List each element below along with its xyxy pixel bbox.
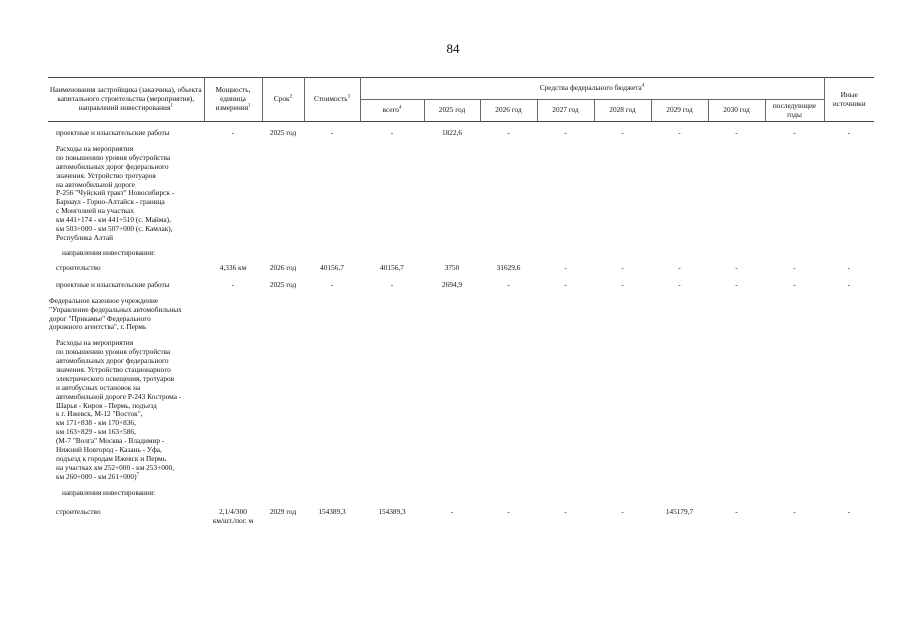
cell-2029: 145179,7: [665, 506, 694, 516]
cell-2027: -: [564, 506, 567, 516]
cell-later: -: [793, 279, 796, 289]
row-name: строительство: [56, 506, 101, 516]
object-line: Р-256 "Чуйский тракт" Новосибирск -: [56, 188, 175, 198]
object-line: автомобильных дорог федерального: [56, 356, 169, 366]
object-line: подъезд к городам Ижевск и Пермь: [56, 453, 166, 463]
cell-total: -: [390, 279, 394, 289]
object-description: [48, 338, 204, 488]
organization-name: [48, 296, 204, 339]
cell-2025: -: [450, 506, 454, 516]
cell-other: -: [847, 128, 851, 137]
cell-2029: -: [678, 279, 681, 289]
direction-label: направления инвестирования:: [62, 487, 156, 497]
direction-row: [48, 489, 874, 505]
federal-budget-header: Средства федерального бюджета$^4$: [360, 78, 824, 100]
object-line: Шарья - Киров - Пермь, подъезд: [56, 400, 157, 410]
organization-line: дорог "Прикамье" Федерального: [49, 313, 151, 323]
cell-2027: -: [564, 128, 567, 137]
cell-2025: 1822,6: [441, 128, 463, 137]
cell-power: 4,336 км: [219, 262, 247, 272]
direction-row: [48, 249, 874, 264]
cell-2030: -: [735, 506, 738, 516]
cell-cost: -: [330, 128, 334, 137]
organization-line: дорожного агентства", г. Пермь: [49, 322, 147, 332]
cell-2028: -: [621, 128, 624, 137]
col-2028-header: 2028 год: [594, 100, 651, 122]
cell-2026: -: [507, 506, 510, 516]
cell-cost: 154389,3: [318, 506, 346, 516]
cell-later: -: [793, 262, 796, 272]
object-description: [48, 144, 204, 249]
object-line: к г. Ижевск, М-12 "Восток",: [56, 409, 143, 419]
col-2029-header: 2029 год: [651, 100, 708, 122]
col-2025-header: 2025 год: [424, 100, 480, 122]
cell-cost: 40156,7: [320, 262, 344, 272]
object-line: (М-7 "Волга" Москва - Владимир -: [56, 436, 165, 446]
object-line: значения. Устройство стационарного: [56, 365, 171, 375]
object-line: км 503+000 - км 507+000 (с. Камлак),: [56, 224, 173, 234]
row-name: строительство: [56, 262, 101, 272]
power-value: 2,1/4/300: [219, 506, 247, 516]
col-2026-header: 2026 год: [480, 100, 537, 122]
cell-2025: 3750: [444, 262, 460, 272]
cell-2025: 2694,9: [441, 279, 463, 289]
object-line: по повышению уровня обустройства: [56, 347, 171, 357]
cell-term: 2025 год: [269, 279, 297, 289]
cell-2026: -: [507, 279, 510, 289]
cell-later: -: [793, 506, 796, 516]
col-later-header: последующие годы: [765, 100, 824, 122]
object-line: на автомобильной дороге: [56, 179, 136, 189]
cell-2028: -: [621, 279, 624, 289]
cell-power: [204, 505, 262, 526]
cell-2030: -: [735, 279, 738, 289]
row-name: проектные и изыскательские работы: [56, 128, 170, 137]
col-name-header: Наименования застройщика (заказчика), объекта капитального строительства (мероприятия), направлений инвестирования$^1$: [48, 78, 204, 122]
cell-2030: -: [735, 262, 738, 272]
cell-2028: -: [621, 262, 624, 272]
object-line: Республика Алтай: [56, 232, 113, 242]
object-line: с Монголией на участках: [56, 206, 135, 216]
object-line: на участках км 252+000 - км 253+000,: [56, 462, 174, 472]
footnote-mark: 7: [136, 472, 139, 478]
cell-total: -: [390, 128, 394, 137]
power-unit: км/шт./пог. м: [212, 515, 254, 525]
cell-2027: -: [564, 262, 567, 272]
cell-total: 40156,7: [380, 262, 404, 272]
col-cost-header: Стоимость$^3$: [304, 78, 360, 122]
table-row: [48, 281, 874, 296]
organization-line: "Управление федеральных автомобильных: [49, 304, 182, 314]
col-2030-header: 2030 год: [708, 100, 765, 122]
cell-term: 2029 год: [269, 506, 297, 516]
cell-2027: -: [564, 279, 567, 289]
direction-label: направления инвестирования:: [62, 247, 156, 257]
object-line: Барнаул - Горно-Алтайск - граница: [56, 197, 165, 207]
cell-2026: 31629,6: [496, 262, 521, 272]
object-line: электрического освещения, тротуаров: [56, 373, 175, 383]
col-term-header: Срок$^2$: [262, 78, 304, 122]
investment-table: [48, 77, 874, 525]
cell-other: -: [847, 506, 851, 516]
cell-power: -: [231, 128, 235, 137]
object-line: км 171+838 - км 170+836,: [56, 418, 136, 428]
object-row: [48, 144, 874, 249]
object-line: автомобильной дороге Р-243 Кострома -: [56, 391, 182, 401]
page-number: 84: [446, 41, 460, 56]
object-line: автомобильных дорог федерального: [56, 161, 169, 171]
object-line: Расходы на мероприятия: [56, 144, 134, 153]
col-other-header: Иные источники: [824, 78, 874, 122]
organization-row: [48, 296, 874, 339]
cell-later: -: [793, 128, 796, 137]
object-line-last: км 260+000 - км 261+000)$^7$: [56, 471, 139, 481]
col-power-header: Мощность, единица измерения$^1$: [204, 78, 262, 122]
table-row: [48, 264, 874, 281]
cell-term: 2025 год: [269, 128, 297, 137]
object-line: значения. Устройство тротуаров: [56, 170, 156, 180]
col-2027-header: 2027 год: [537, 100, 594, 122]
object-line: км 163+829 - км 163+586,: [56, 427, 136, 437]
table-row: [48, 505, 874, 526]
row-name: проектные и изыскательские работы: [56, 279, 170, 289]
object-row: [48, 338, 874, 488]
cell-2026: -: [507, 128, 510, 137]
object-line: км 441+174 - км 441+510 (с. Майма),: [56, 215, 171, 225]
table-row: [48, 129, 874, 144]
cell-other: -: [847, 262, 851, 272]
cell-2029: -: [678, 262, 681, 272]
cell-cost: -: [330, 279, 334, 289]
object-line: Расходы на мероприятия: [56, 338, 134, 348]
cell-total: 154389,3: [378, 506, 406, 516]
cell-2029: -: [678, 128, 681, 137]
table-header: [48, 78, 874, 122]
object-line: и автобусных остановок на: [56, 382, 141, 392]
cell-2030: -: [735, 128, 738, 137]
organization-line: Федеральное казенное учреждение: [49, 295, 159, 305]
col-total-header: всего$^4$: [360, 100, 424, 122]
cell-power: -: [231, 279, 235, 289]
cell-2028: -: [621, 506, 624, 516]
cell-term: 2026 год: [269, 262, 297, 272]
object-line: по повышению уровня обустройства: [56, 152, 171, 162]
object-line: Нижний Новгород - Казань - Уфа,: [56, 445, 162, 455]
cell-other: -: [847, 279, 851, 289]
